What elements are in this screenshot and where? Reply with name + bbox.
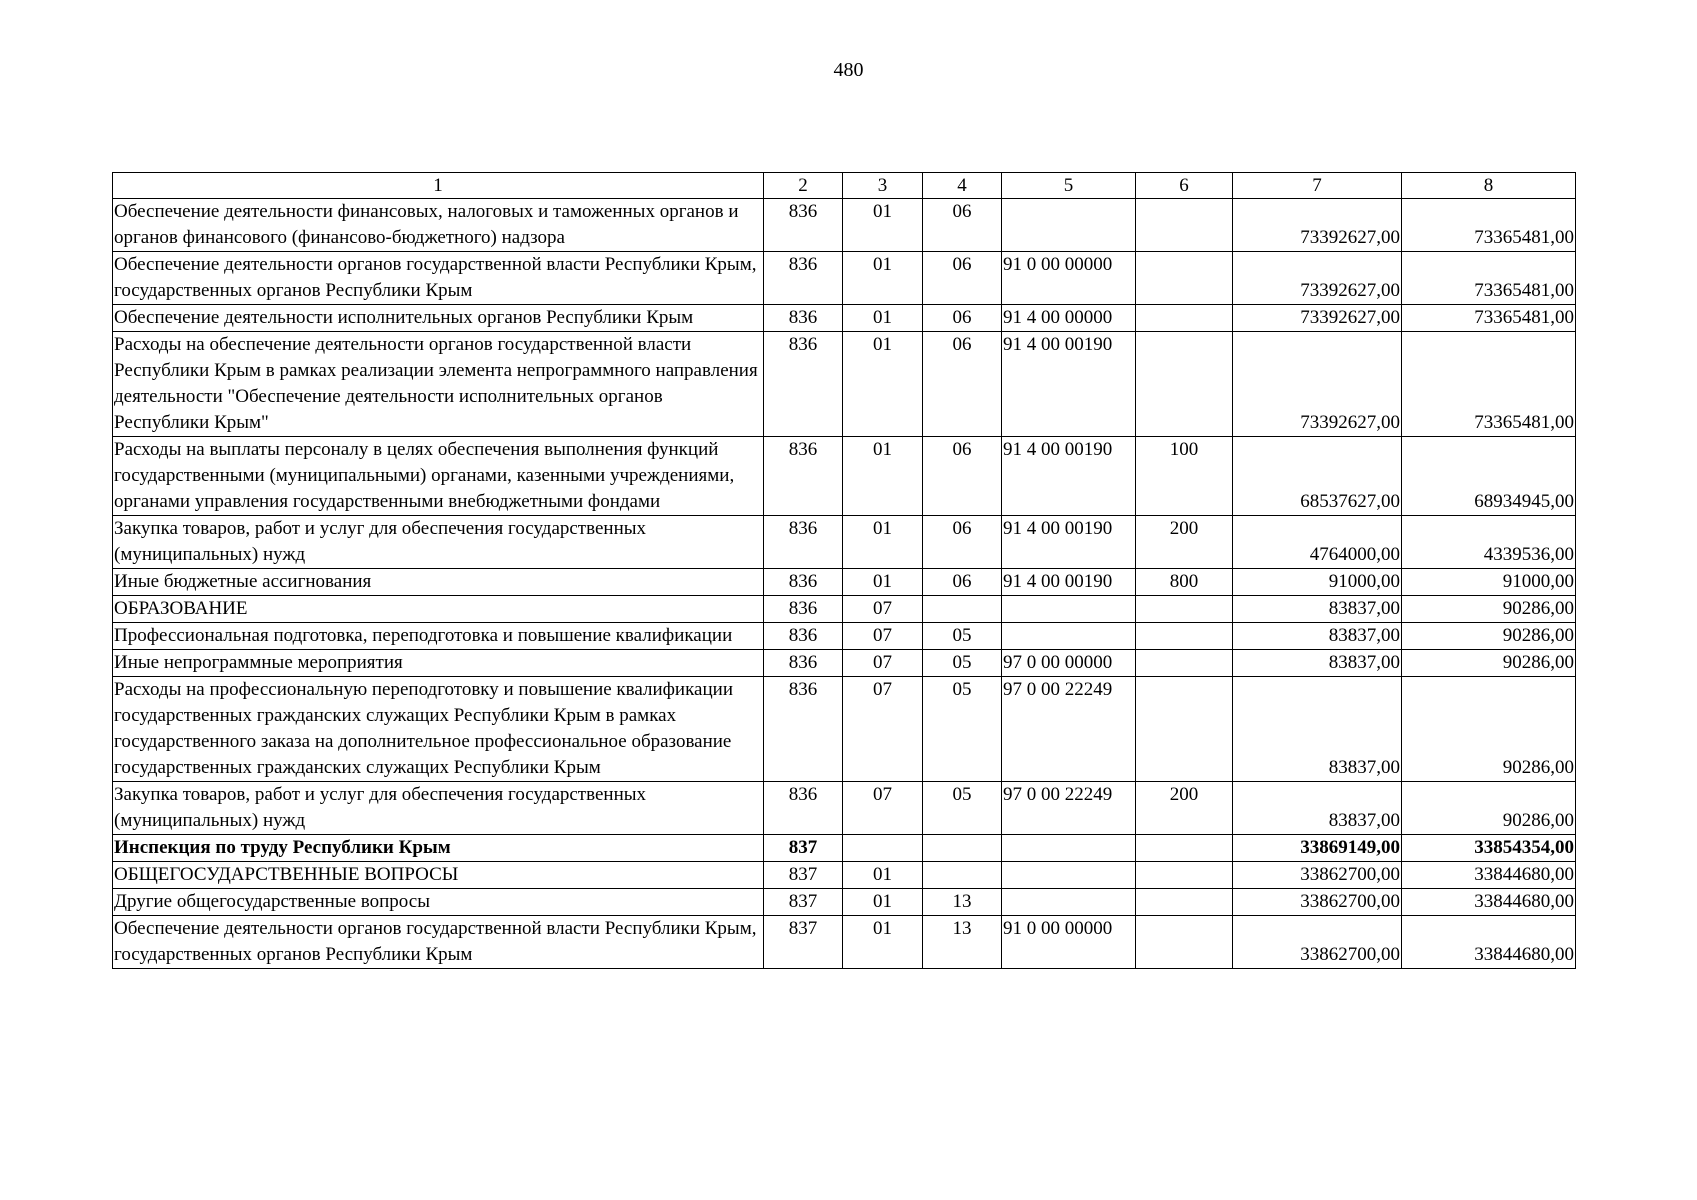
cell-section: 01 [843,862,923,889]
cell-grbs: 836 [764,332,843,437]
cell-target-article: 91 0 00 00000 [1002,252,1136,305]
cell-grbs: 836 [764,677,843,782]
cell-subsection: 05 [923,650,1002,677]
cell-grbs: 836 [764,516,843,569]
cell-section: 01 [843,199,923,252]
cell-target-article: 97 0 00 22249 [1002,782,1136,835]
cell-amount-1: 83837,00 [1233,677,1402,782]
cell-expense-type: 100 [1136,437,1233,516]
cell-expense-type [1136,596,1233,623]
table-row [113,916,1576,969]
cell-expense-type [1136,677,1233,782]
column-header: 2 [764,173,843,199]
cell-amount-2: 33844680,00 [1402,889,1576,916]
cell-name: ОБЩЕГОСУДАРСТВЕННЫЕ ВОПРОСЫ [113,862,764,889]
cell-amount-1: 91000,00 [1233,569,1402,596]
cell-amount-1: 83837,00 [1233,596,1402,623]
cell-target-article: 91 0 00 00000 [1002,916,1136,969]
cell-subsection: 06 [923,569,1002,596]
cell-subsection: 05 [923,677,1002,782]
table-row [113,889,1576,916]
cell-expense-type [1136,252,1233,305]
cell-name: Другие общегосударственные вопросы [113,889,764,916]
column-header: 8 [1402,173,1576,199]
cell-amount-1: 33869149,00 [1233,835,1402,862]
cell-target-article: 91 4 00 00190 [1002,332,1136,437]
cell-grbs: 836 [764,596,843,623]
cell-subsection [923,596,1002,623]
header-row [113,173,1576,199]
cell-amount-1: 33862700,00 [1233,889,1402,916]
column-header: 1 [113,173,764,199]
cell-amount-2: 33844680,00 [1402,916,1576,969]
cell-name: Инспекция по труду Республики Крым [113,835,764,862]
table-row [113,782,1576,835]
cell-amount-1: 73392627,00 [1233,305,1402,332]
cell-amount-2: 73365481,00 [1402,199,1576,252]
table-row [113,677,1576,782]
cell-target-article [1002,862,1136,889]
cell-section: 01 [843,916,923,969]
cell-name: ОБРАЗОВАНИЕ [113,596,764,623]
cell-section: 01 [843,516,923,569]
cell-name: Обеспечение деятельности органов государственной власти Республики Крым, государственных органов Республики Крым [113,916,764,969]
budget-table [112,172,1576,969]
cell-subsection: 06 [923,199,1002,252]
table-row [113,305,1576,332]
table-body [113,173,1576,969]
cell-expense-type: 800 [1136,569,1233,596]
table-row [113,569,1576,596]
table-row [113,199,1576,252]
cell-expense-type [1136,305,1233,332]
cell-subsection: 06 [923,437,1002,516]
cell-subsection [923,862,1002,889]
cell-expense-type [1136,199,1233,252]
table-row [113,516,1576,569]
cell-section: 01 [843,305,923,332]
cell-subsection: 05 [923,782,1002,835]
table-row [113,650,1576,677]
cell-name: Профессиональная подготовка, переподготовка и повышение квалификации [113,623,764,650]
cell-amount-2: 90286,00 [1402,677,1576,782]
cell-subsection: 13 [923,916,1002,969]
cell-subsection: 13 [923,889,1002,916]
cell-grbs: 836 [764,782,843,835]
cell-target-article: 97 0 00 22249 [1002,677,1136,782]
table-row [113,252,1576,305]
cell-grbs: 836 [764,199,843,252]
cell-amount-1: 33862700,00 [1233,916,1402,969]
cell-section: 01 [843,332,923,437]
cell-grbs: 837 [764,862,843,889]
cell-grbs: 836 [764,437,843,516]
cell-grbs: 836 [764,650,843,677]
cell-subsection: 05 [923,623,1002,650]
cell-grbs: 836 [764,623,843,650]
cell-grbs: 837 [764,889,843,916]
cell-target-article [1002,199,1136,252]
cell-expense-type [1136,332,1233,437]
cell-grbs: 836 [764,569,843,596]
cell-target-article [1002,623,1136,650]
cell-section: 07 [843,677,923,782]
cell-subsection: 06 [923,252,1002,305]
cell-amount-1: 4764000,00 [1233,516,1402,569]
cell-name: Закупка товаров, работ и услуг для обеспечения государственных (муниципальных) нужд [113,782,764,835]
column-header: 5 [1002,173,1136,199]
cell-amount-2: 90286,00 [1402,782,1576,835]
cell-amount-2: 33854354,00 [1402,835,1576,862]
cell-section: 07 [843,623,923,650]
cell-amount-2: 90286,00 [1402,596,1576,623]
cell-amount-2: 91000,00 [1402,569,1576,596]
cell-expense-type [1136,835,1233,862]
cell-expense-type [1136,889,1233,916]
cell-section [843,835,923,862]
cell-target-article: 91 4 00 00000 [1002,305,1136,332]
column-header: 4 [923,173,1002,199]
cell-subsection: 06 [923,516,1002,569]
cell-amount-1: 73392627,00 [1233,332,1402,437]
table-row [113,623,1576,650]
cell-amount-1: 73392627,00 [1233,199,1402,252]
table-row [113,596,1576,623]
cell-amount-2: 73365481,00 [1402,252,1576,305]
cell-name: Расходы на выплаты персоналу в целях обеспечения выполнения функций государственными (муниципальными) органами, казенными учреждениями, органами управления государственными внебюджетными фондами [113,437,764,516]
cell-amount-1: 83837,00 [1233,782,1402,835]
cell-name: Обеспечение деятельности финансовых, налоговых и таможенных органов и органов финансового (финансово-бюджетного) надзора [113,199,764,252]
cell-name: Обеспечение деятельности органов государственной власти Республики Крым, государственных органов Республики Крым [113,252,764,305]
column-header: 7 [1233,173,1402,199]
cell-name: Расходы на обеспечение деятельности органов государственной власти Республики Крым в рамках реализации элемента непрограммного направления деятельности "Обеспечение деятельности исполнительных органов Республики Крым" [113,332,764,437]
cell-amount-1: 73392627,00 [1233,252,1402,305]
cell-name: Иные бюджетные ассигнования [113,569,764,596]
cell-expense-type: 200 [1136,782,1233,835]
cell-section: 01 [843,252,923,305]
cell-name: Закупка товаров, работ и услуг для обеспечения государственных (муниципальных) нужд [113,516,764,569]
cell-subsection [923,835,1002,862]
cell-target-article [1002,596,1136,623]
cell-section: 01 [843,437,923,516]
cell-expense-type [1136,623,1233,650]
cell-amount-2: 4339536,00 [1402,516,1576,569]
cell-grbs: 837 [764,835,843,862]
table-row [113,835,1576,862]
cell-amount-2: 68934945,00 [1402,437,1576,516]
cell-target-article: 91 4 00 00190 [1002,437,1136,516]
cell-amount-1: 83837,00 [1233,650,1402,677]
cell-amount-2: 33844680,00 [1402,862,1576,889]
page-number: 480 [833,59,864,81]
cell-amount-1: 33862700,00 [1233,862,1402,889]
cell-amount-2: 73365481,00 [1402,305,1576,332]
cell-expense-type [1136,916,1233,969]
cell-expense-type [1136,862,1233,889]
cell-grbs: 837 [764,916,843,969]
cell-section: 07 [843,596,923,623]
cell-section: 01 [843,569,923,596]
cell-amount-2: 90286,00 [1402,650,1576,677]
cell-subsection: 06 [923,332,1002,437]
cell-target-article [1002,889,1136,916]
cell-target-article [1002,835,1136,862]
cell-section: 01 [843,889,923,916]
cell-target-article: 91 4 00 00190 [1002,569,1136,596]
cell-amount-2: 73365481,00 [1402,332,1576,437]
cell-section: 07 [843,782,923,835]
cell-name: Обеспечение деятельности исполнительных органов Республики Крым [113,305,764,332]
cell-grbs: 836 [764,252,843,305]
cell-amount-1: 68537627,00 [1233,437,1402,516]
table-row [113,437,1576,516]
column-header: 3 [843,173,923,199]
cell-expense-type [1136,650,1233,677]
table-row [113,862,1576,889]
cell-name: Расходы на профессиональную переподготовку и повышение квалификации государственных гражданских служащих Республики Крым в рамках государственного заказа на дополнительное профессиональное образование государственных гражданских служащих Республики Крым [113,677,764,782]
cell-grbs: 836 [764,305,843,332]
cell-section: 07 [843,650,923,677]
cell-expense-type: 200 [1136,516,1233,569]
cell-amount-1: 83837,00 [1233,623,1402,650]
column-header: 6 [1136,173,1233,199]
cell-target-article: 97 0 00 00000 [1002,650,1136,677]
cell-subsection: 06 [923,305,1002,332]
table-row [113,332,1576,437]
cell-name: Иные непрограммные мероприятия [113,650,764,677]
cell-target-article: 91 4 00 00190 [1002,516,1136,569]
cell-amount-2: 90286,00 [1402,623,1576,650]
